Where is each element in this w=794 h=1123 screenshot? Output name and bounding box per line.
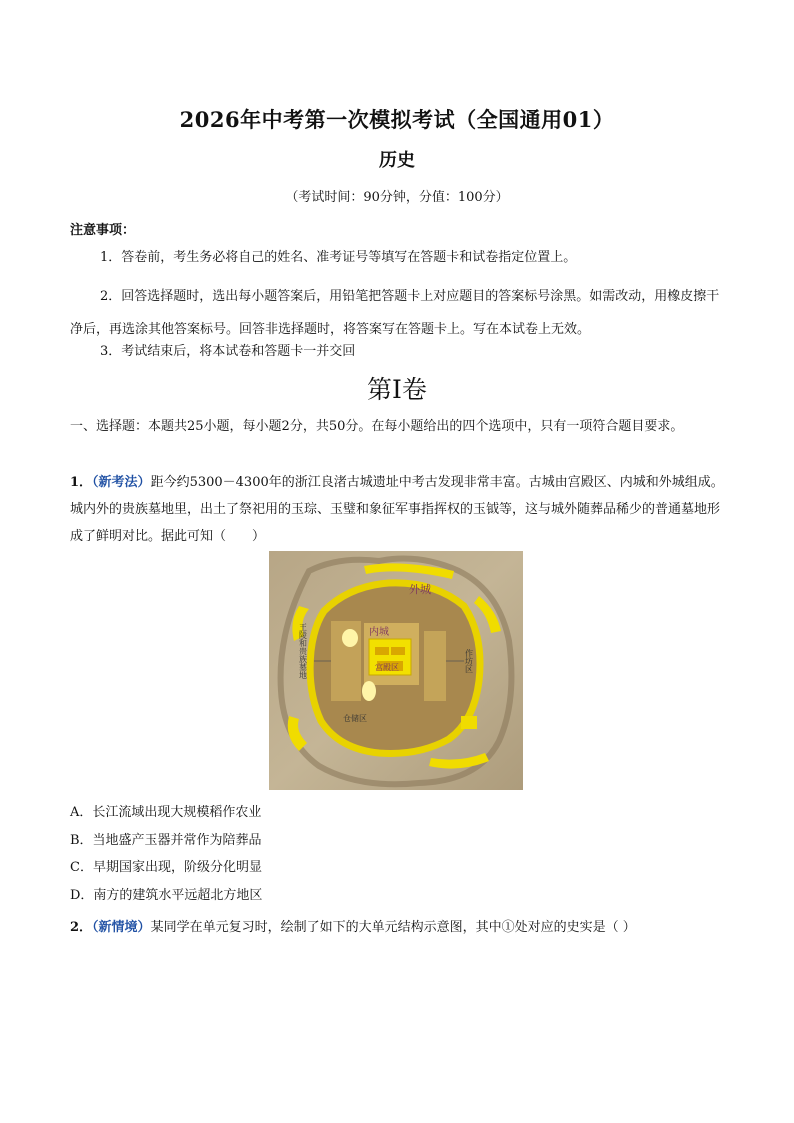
exam-subject: 历史 <box>379 150 415 171</box>
tomb-mound <box>342 629 358 647</box>
liangzhu-city-map <box>269 551 523 790</box>
notice-item: 2．回答选择题时，选出每小题答案后，用铅笔把答题卡上对应题目的答案标号涂黑。如需改动，用橡皮擦干净后，再选涂其他答案标号。回答非选择题时，将答案写在答题卡上。写在本试卷上无效。 <box>70 289 720 337</box>
notice-item: 1．答卷前，考生务必将自己的姓名、准考证号等填写在答题卡和试卷指定位置上。 <box>100 250 577 265</box>
section-heading: 一、选择题：本题共25小题，每小题2分，共50分。在每小题给出的四个选项中，只有一项符合题目要求。 <box>70 419 684 434</box>
workshop-area <box>424 631 446 701</box>
exam-info: （考试时间：90分钟，分值：100分） <box>285 190 509 205</box>
yellow-site <box>461 716 477 729</box>
question-tag: （新情境） <box>92 920 151 935</box>
label-tombs: 王陵和贵族墓地 <box>298 623 308 679</box>
question-tag: （新考法） <box>92 475 151 490</box>
notice-title: 注意事项： <box>70 223 136 238</box>
option-a: A．长江流域出现大规模稻作农业 <box>70 805 262 820</box>
label-storage: 仓储区 <box>343 714 367 723</box>
question-stem: 距今约5300－4300年的浙江良渚古城遗址中考古发现非常丰富。古城由宫殿区、内城和外城组成。城内外的贵族墓地里，出土了祭祀用的玉琮、玉璧和象征军事指挥权的玉钺等，这与城外随葬品稀少的普通墓地形成了鲜明对比。据此可知（ ） <box>70 475 724 544</box>
palace-block <box>391 647 405 655</box>
storage-mound <box>362 681 376 701</box>
label-workshop: 作坊区 <box>464 649 474 673</box>
option-d: D．南方的建筑水平远超北方地区 <box>70 888 263 903</box>
palace-block <box>375 647 389 655</box>
question-stem: 某同学在单元复习时，绘制了如下的大单元结构示意图，其中①处对应的史实是（ ） <box>150 920 636 935</box>
volume-heading: 第Ⅰ卷 <box>367 375 427 404</box>
question-2 <box>70 916 730 935</box>
option-c: C．早期国家出现，阶级分化明显 <box>70 860 262 875</box>
option-b: B．当地盛产玉器并常作为陪葬品 <box>70 833 262 848</box>
label-outer-city: 外城 <box>409 583 431 596</box>
question-1 <box>70 469 730 550</box>
exam-title: 2026年中考第一次模拟考试（全国通用01） <box>179 107 615 132</box>
question-number: 2． <box>70 920 93 935</box>
label-palace: 宫殿区 <box>375 663 399 672</box>
question-number: 1． <box>70 475 93 490</box>
label-inner-city: 内城 <box>369 627 389 638</box>
notice-item: 3．考试结束后，将本试卷和答题卡一并交回 <box>100 344 356 359</box>
